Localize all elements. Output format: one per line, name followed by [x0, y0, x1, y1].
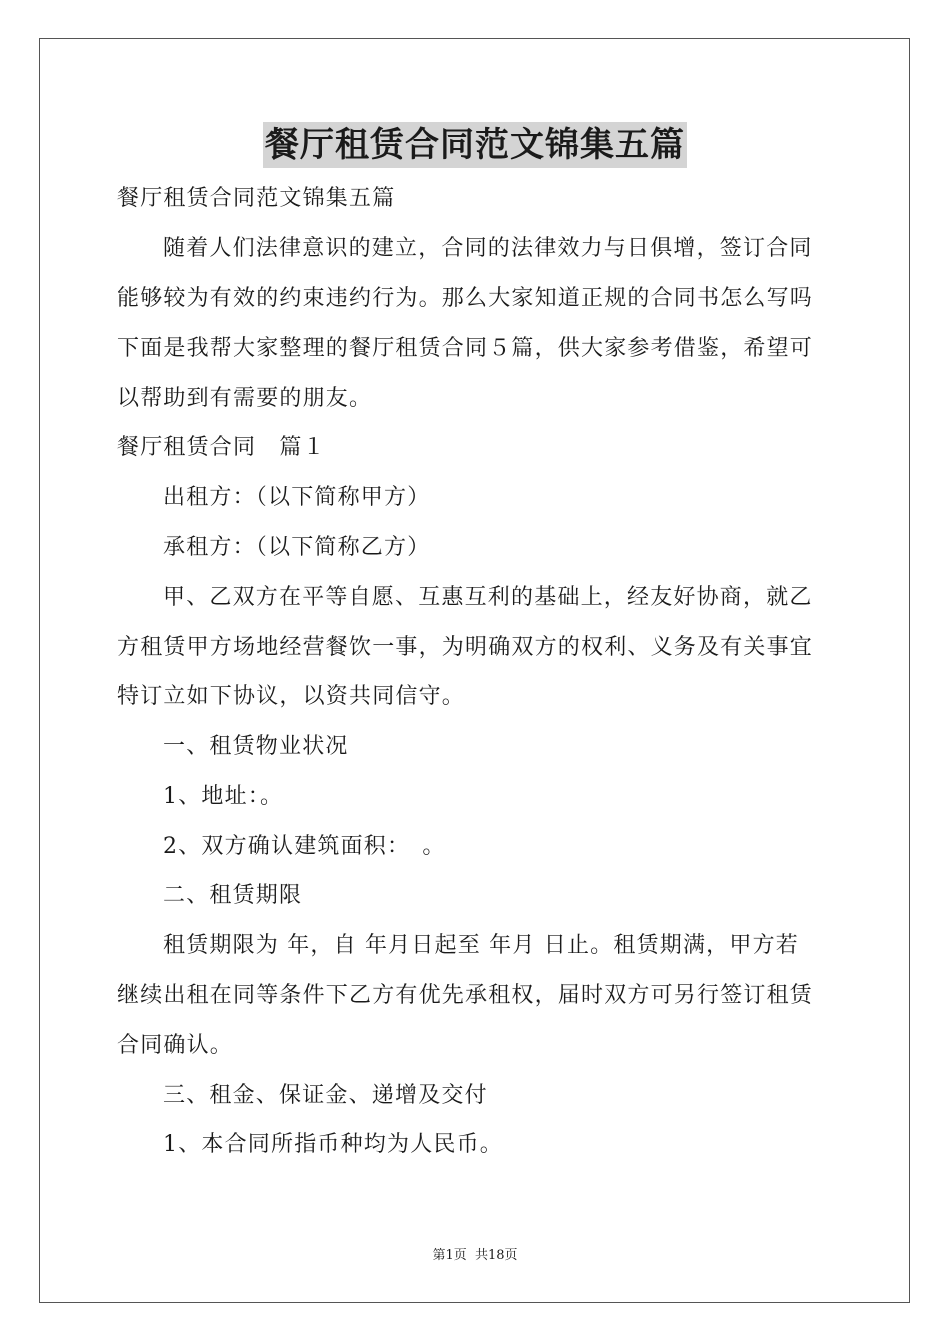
clause-heading: 三、租金、保证金、递增及交付: [163, 1083, 488, 1108]
page-footer: [0, 1247, 950, 1265]
page-frame: [39, 38, 910, 1303]
paragraph-line: 下面是我帮大家整理的餐厅租赁合同５篇，供大家参考借鉴，希望可: [117, 336, 814, 361]
clause-heading: 二、租赁期限: [163, 883, 303, 908]
paragraph-line: 特订立如下协议，以资共同信守。: [117, 684, 466, 709]
paragraph-line: 方租赁甲方场地经营餐饮一事，为明确双方的权利、义务及有关事宜: [117, 635, 814, 660]
paragraph-line: 租赁期限为 年，自 年月日起至 年月 日止。租赁期满，甲方若: [163, 933, 799, 958]
clause-item: 2、双方确认建筑面积： 。: [163, 834, 446, 859]
paragraph-line: 随着人们法律意识的建立，合同的法律效力与日俱增，签订合同: [163, 236, 813, 261]
page-total: 共18页: [474, 1248, 518, 1263]
paragraph-line: 合同确认。: [117, 1033, 234, 1058]
clause-item: 1、地址：。: [163, 784, 284, 809]
clause-heading: 一、租赁物业状况: [163, 734, 349, 759]
section-heading: 餐厅租赁合同 篇１: [117, 435, 326, 460]
title-container: [0, 122, 950, 168]
paragraph-line: 继续出租在同等条件下乙方有优先承租权，届时双方可另行签订租赁: [117, 983, 814, 1008]
paragraph-line: 能够较为有效的约束违约行为。那么大家知道正规的合同书怎么写吗: [117, 286, 814, 311]
subtitle-line: 餐厅租赁合同范文锦集五篇: [117, 186, 396, 211]
document-title: 餐厅租赁合同范文锦集五篇: [263, 122, 687, 168]
paragraph-line: 以帮助到有需要的朋友。: [117, 386, 373, 411]
party-lessee-line: 承租方：（以下简称乙方）: [163, 535, 431, 560]
clause-item: 1、本合同所指币种均为人民币。: [163, 1132, 503, 1157]
page-number: 第1页: [432, 1248, 467, 1263]
paragraph-line: 甲、乙双方在平等自愿、互惠互利的基础上，经友好协商，就乙: [163, 585, 813, 610]
party-lessor-line: 出租方：（以下简称甲方）: [163, 485, 431, 510]
